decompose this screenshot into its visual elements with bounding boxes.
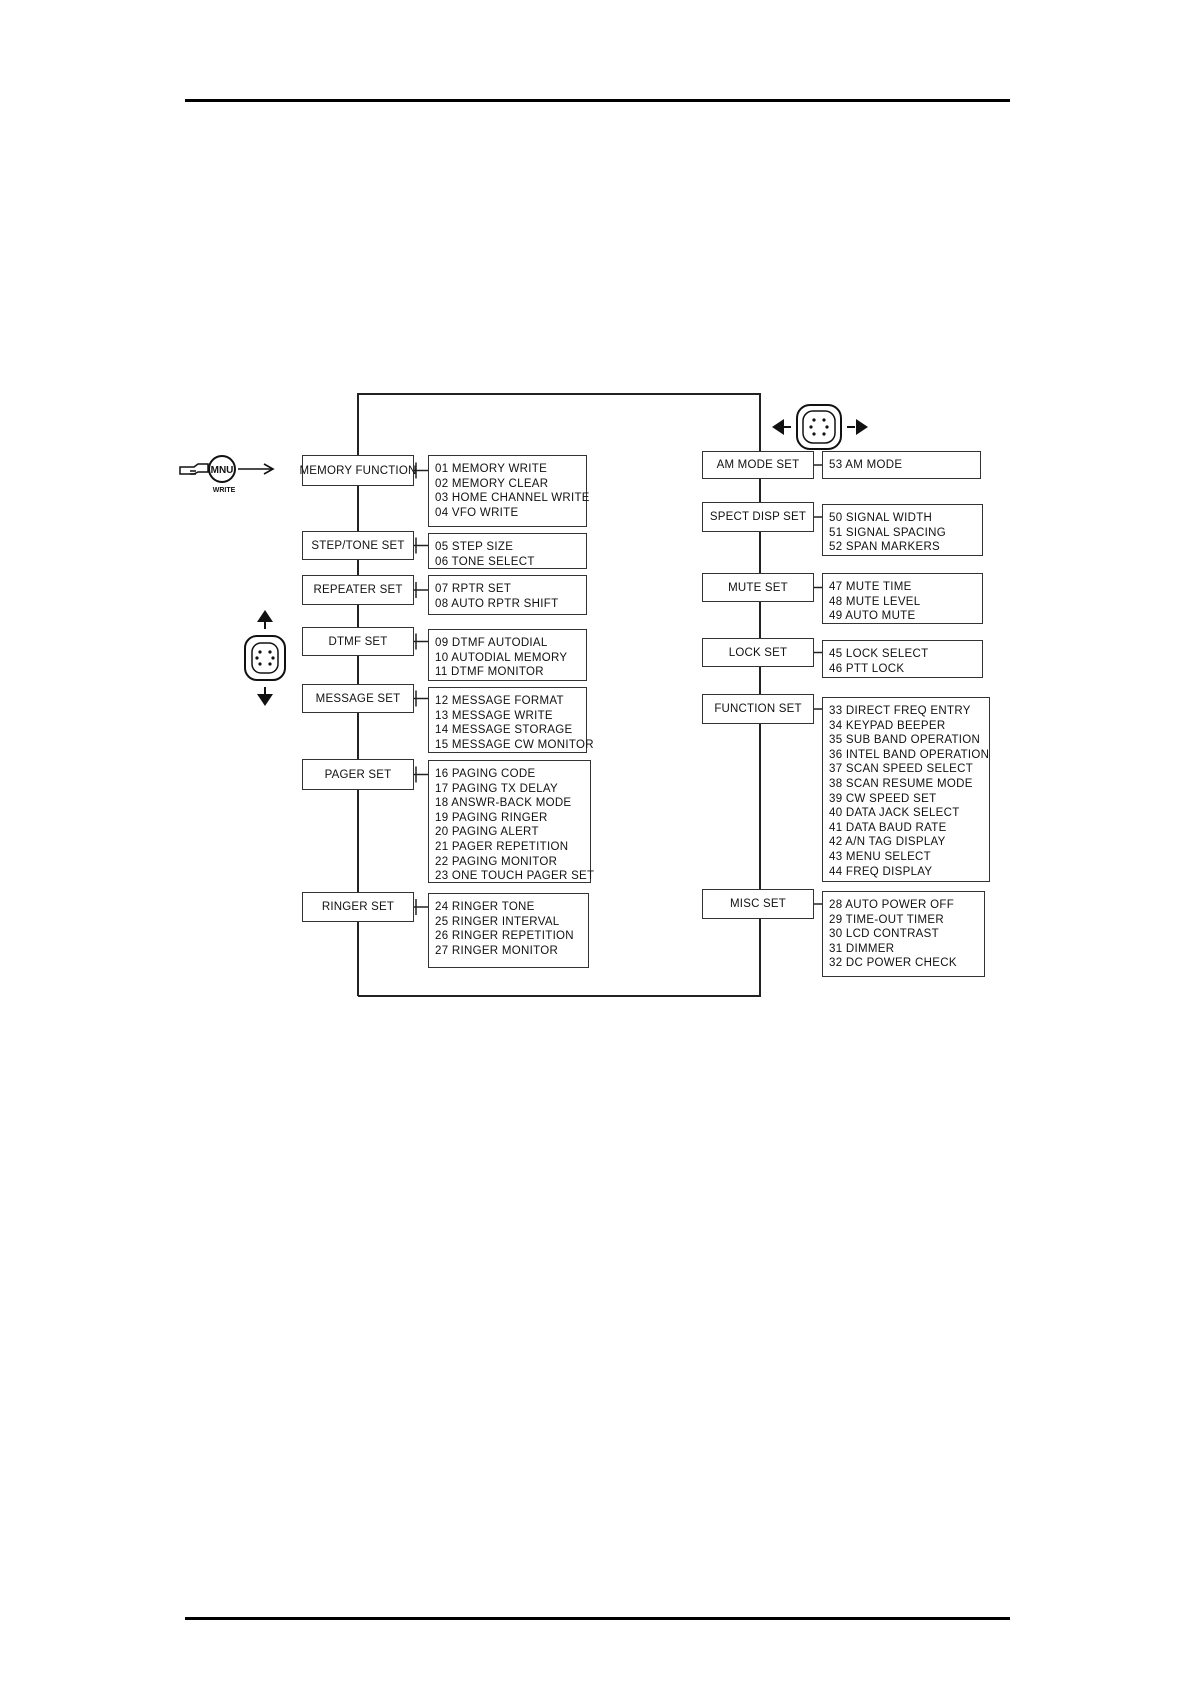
items-mute-set (822, 573, 983, 624)
menu-item-39: 39 CW SPEED SET (829, 792, 937, 805)
menu-item-36: 36 INTEL BAND OPERATION (829, 748, 990, 761)
menu-item-52: 52 SPAN MARKERS (829, 541, 941, 554)
items-pager-set (428, 760, 595, 883)
menu-item-06: 06 TONE SELECT (435, 555, 535, 568)
menu-item-41: 41 DATA BAUD RATE (829, 821, 947, 834)
menu-item-07: 07 RPTR SET (435, 583, 512, 595)
menu-item-53: 53 AM MODE (829, 459, 903, 471)
menu-item-49: 49 AUTO MUTE (829, 610, 916, 623)
dial-up-down-icon (240, 608, 290, 708)
items-message-set (428, 687, 594, 753)
category-repeater-set: REPEATER SET (302, 575, 414, 605)
menu-button-label: MNU (210, 465, 234, 476)
menu-item-48: 48 MUTE LEVEL (829, 595, 921, 608)
menu-item-03: 03 HOME CHANNEL WRITE (435, 492, 590, 505)
menu-item-18: 18 ANSWR-BACK MODE (435, 797, 572, 810)
items-memory-function (428, 455, 590, 527)
menu-item-50: 50 SIGNAL WIDTH (829, 512, 933, 524)
menu-item-27: 27 RINGER MONITOR (435, 944, 559, 957)
menu-item-30: 30 LCD CONTRAST (829, 928, 939, 941)
items-am-mode-set (822, 451, 981, 479)
category-lock-set: LOCK SET (702, 638, 814, 667)
menu-item-46: 46 PTT LOCK (829, 662, 905, 675)
menu-item-42: 42 A/N TAG DISPLAY (829, 836, 946, 849)
menu-item-44: 44 FREQ DISPLAY (829, 865, 933, 878)
items-step-tone-set (428, 533, 587, 569)
category-mute-set: MUTE SET (702, 573, 814, 602)
menu-button-icon (178, 454, 278, 500)
menu-item-29: 29 TIME-OUT TIMER (829, 913, 945, 926)
category-pager-set: PAGER SET (302, 759, 414, 790)
menu-item-09: 09 DTMF AUTODIAL (435, 637, 548, 649)
items-lock-set (822, 640, 983, 678)
menu-item-10: 10 AUTODIAL MEMORY (435, 651, 568, 664)
menu-item-19: 19 PAGING RINGER (435, 811, 548, 824)
menu-item-45: 45 LOCK SELECT (829, 648, 929, 660)
items-spect-disp-set (822, 504, 983, 556)
category-am-mode-set: AM MODE SET (702, 451, 814, 479)
category-ringer-set: RINGER SET (302, 892, 414, 922)
menu-item-11: 11 DTMF MONITOR (435, 666, 544, 679)
menu-item-04: 04 VFO WRITE (435, 506, 519, 519)
menu-item-14: 14 MESSAGE STORAGE (435, 724, 573, 737)
menu-item-37: 37 SCAN SPEED SELECT (829, 763, 974, 776)
menu-item-21: 21 PAGER REPETITION (435, 840, 569, 853)
category-message-set: MESSAGE SET (302, 684, 414, 713)
menu-item-08: 08 AUTO RPTR SHIFT (435, 597, 559, 610)
menu-item-43: 43 MENU SELECT (829, 850, 931, 863)
menu-item-31: 31 DIMMER (829, 942, 895, 955)
menu-item-51: 51 SIGNAL SPACING (829, 526, 946, 539)
items-function-set (822, 697, 990, 882)
items-repeater-set (428, 575, 587, 615)
menu-item-22: 22 PAGING MONITOR (435, 855, 558, 868)
category-dtmf-set: DTMF SET (302, 627, 414, 656)
menu-item-17: 17 PAGING TX DELAY (435, 782, 558, 795)
dial-left-right-icon (770, 402, 870, 452)
menu-item-34: 34 KEYPAD BEEPER (829, 719, 946, 732)
menu-item-47: 47 MUTE TIME (829, 581, 912, 593)
menu-item-32: 32 DC POWER CHECK (829, 957, 957, 970)
menu-item-33: 33 DIRECT FREQ ENTRY (829, 705, 971, 717)
menu-item-35: 35 SUB BAND OPERATION (829, 734, 981, 747)
category-memory-function: MEMORY FUNCTION (302, 455, 414, 486)
category-spect-disp-set: SPECT DISP SET (702, 502, 814, 532)
menu-item-25: 25 RINGER INTERVAL (435, 915, 560, 928)
menu-item-12: 12 MESSAGE FORMAT (435, 695, 564, 707)
items-ringer-set (428, 893, 589, 968)
menu-item-02: 02 MEMORY CLEAR (435, 477, 549, 490)
menu-item-13: 13 MESSAGE WRITE (435, 709, 553, 722)
menu-button-sublabel: WRITE (212, 487, 236, 494)
menu-item-01: 01 MEMORY WRITE (435, 463, 548, 475)
items-dtmf-set (428, 629, 587, 681)
menu-item-15: 15 MESSAGE CW MONITOR (435, 738, 594, 751)
category-misc-set: MISC SET (702, 889, 814, 919)
menu-item-28: 28 AUTO POWER OFF (829, 899, 955, 911)
category-function-set: FUNCTION SET (702, 694, 814, 724)
menu-item-38: 38 SCAN RESUME MODE (829, 777, 973, 790)
menu-item-26: 26 RINGER REPETITION (435, 930, 574, 943)
items-misc-set (822, 891, 985, 977)
menu-item-20: 20 PAGING ALERT (435, 826, 539, 839)
menu-item-24: 24 RINGER TONE (435, 901, 535, 913)
menu-item-23: 23 ONE TOUCH PAGER SET (435, 870, 595, 883)
menu-item-16: 16 PAGING CODE (435, 768, 536, 780)
category-step-tone-set: STEP/TONE SET (302, 531, 414, 560)
menu-item-05: 05 STEP SIZE (435, 541, 514, 553)
menu-item-40: 40 DATA JACK SELECT (829, 807, 960, 820)
